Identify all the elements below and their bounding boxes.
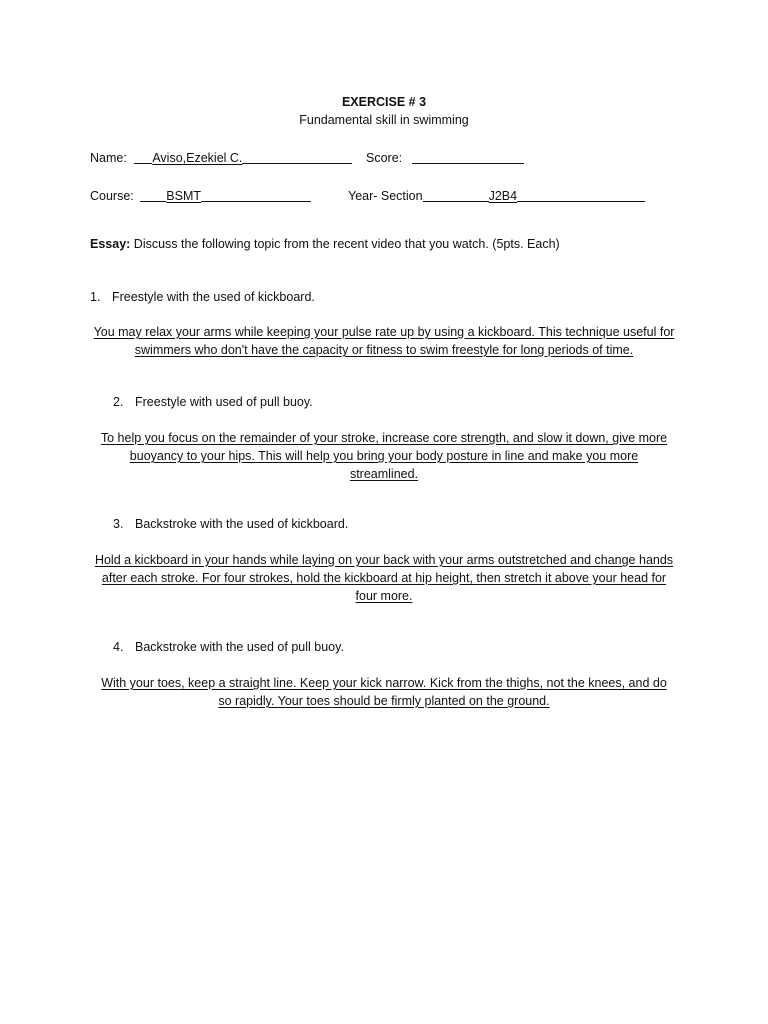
score-row (366, 148, 524, 165)
name-blank-lead (134, 150, 152, 164)
year-section-label: Year- Section (348, 189, 423, 203)
year-section-blank-tail (517, 188, 645, 202)
answer-line: streamlined. (349, 467, 419, 481)
question-item-1 (90, 290, 315, 304)
answer-line: buoyancy to your hips. This will help you bring your body posture in line and make you more (129, 449, 639, 463)
course-blank-lead (140, 188, 166, 202)
year-section-blank-lead (423, 188, 489, 202)
answer-2 (88, 429, 680, 483)
question-item-4 (113, 640, 344, 654)
course-blank-tail (201, 188, 311, 202)
answer-line: so rapidly. Your toes should be firmly planted on the ground. (218, 694, 550, 708)
answer-line: after each stroke. For four strokes, hold the kickboard at hip height, then stretch it above your head for (101, 571, 667, 585)
question-number: 2. (113, 395, 124, 409)
answer-line: With your toes, keep a straight line. Keep your kick narrow. Kick from the thighs, not the knees, and do (101, 676, 667, 690)
question-number: 4. (113, 640, 124, 654)
question-text: Freestyle with the used of kickboard. (112, 290, 315, 304)
answer-line: Hold a kickboard in your hands while laying on your back with your arms outstretched and change hands (94, 553, 674, 567)
answer-1 (88, 323, 680, 359)
name-label: Name: (90, 151, 127, 165)
question-text: Backstroke with the used of kickboard. (135, 517, 349, 531)
exercise-title: EXERCISE # 3 (341, 95, 427, 109)
answer-line: four more. (355, 589, 413, 603)
name-value: Aviso,Ezekiel C. (152, 151, 243, 165)
answer-line: You may relax your arms while keeping your pulse rate up by using a kickboard. This technique useful for (93, 325, 675, 339)
essay-label: Essay: (90, 237, 131, 251)
document-subtitle: Fundamental skill in swimming (299, 113, 469, 127)
question-item-3 (113, 517, 348, 531)
course-value: BSMT (166, 189, 201, 203)
year-section-value: J2B4 (488, 189, 518, 203)
essay-instructions (90, 237, 560, 251)
question-text: Freestyle with used of pull buoy. (135, 395, 313, 409)
question-number: 3. (113, 517, 124, 531)
question-number: 1. (90, 290, 101, 304)
question-item-2 (113, 395, 313, 409)
answer-3 (88, 551, 680, 605)
answer-line: To help you focus on the remainder of your stroke, increase core strength, and slow it down, give more (100, 431, 668, 445)
name-blank-tail (242, 150, 352, 164)
course-label: Course: (90, 189, 134, 203)
year-section-row (348, 186, 645, 203)
answer-4 (88, 674, 680, 710)
question-text: Backstroke with the used of pull buoy. (135, 640, 344, 654)
course-row (90, 186, 311, 203)
score-label: Score: (366, 151, 403, 165)
name-row (90, 148, 352, 165)
answer-line: swimmers who don't have the capacity or fitness to swim freestyle for long periods of time. (134, 343, 634, 357)
score-blank (412, 150, 524, 164)
essay-instructions-text: Discuss the following topic from the recent video that you watch. (5pts. Each) (133, 237, 560, 251)
